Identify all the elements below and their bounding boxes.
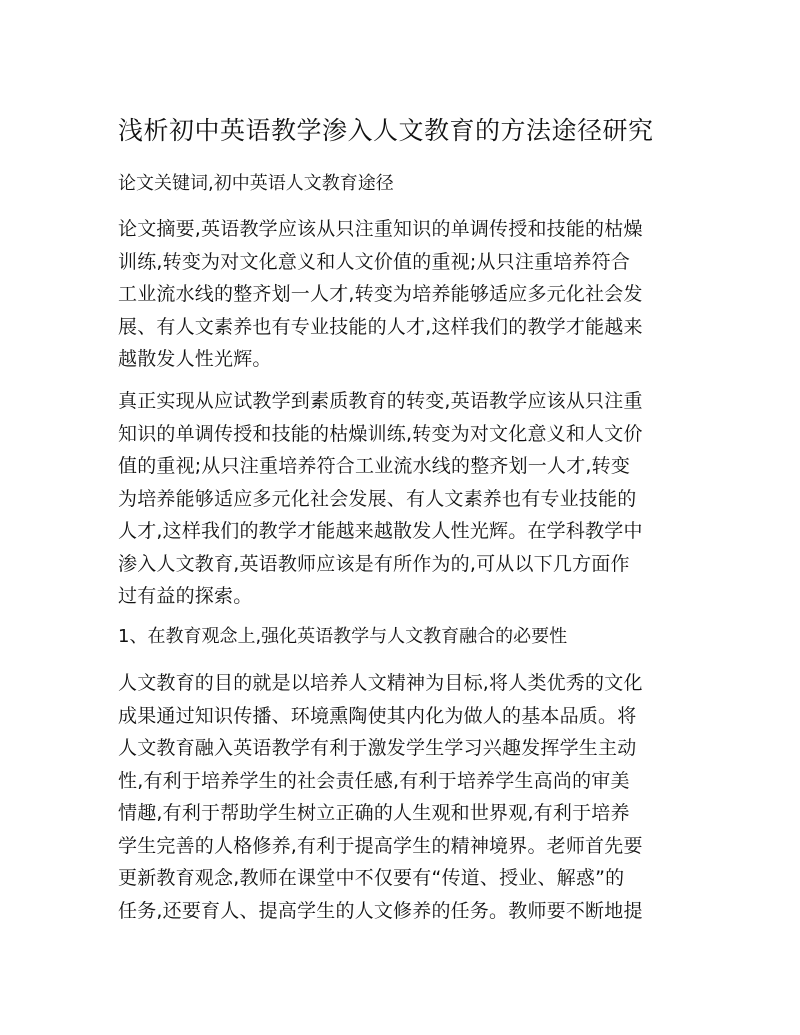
keywords-line: 论文关键词,初中英语人文教育途径 xyxy=(118,173,394,194)
section-heading: 1、在教育观念上,强化英语教学与人文教育融合的必要性 xyxy=(118,626,568,647)
paragraph-line: 学生完善的人格修养,有利于提高学生的精神境界。老师首先要 xyxy=(118,834,643,857)
abstract-line: 工业流水线的整齐划一人才,转变为培养能够适应多元化社会发 xyxy=(118,283,643,305)
paragraph-line: 人文教育的目的就是以培养人文精神为目标,将人类优秀的文化 xyxy=(118,672,643,694)
abstract-line: 越散发人性光辉。 xyxy=(118,348,272,370)
paragraph-line: 人文教育融入英语教学有利于激发学生学习兴趣发挥学生主动 xyxy=(118,737,637,759)
paragraph-line: 知识的单调传授和技能的枯燥训练,转变为对文化意义和人文价 xyxy=(118,422,643,445)
paragraph-line: 值的重视;从只注重培养符合工业流水线的整齐划一人才,转变 xyxy=(118,455,631,477)
paragraph-line: 为培养能够适应多元化社会发展、有人文素养也有专业技能的 xyxy=(118,487,637,510)
paragraph-line: 真正实现从应试教学到素质教育的转变,英语教学应该从只注重 xyxy=(118,390,643,412)
paragraph-line: 人才,这样我们的教学才能越来越散发人性光辉。在学科教学中 xyxy=(118,520,643,542)
abstract-line: 展、有人文素养也有专业技能的人才,这样我们的教学才能越来 xyxy=(118,315,643,338)
paragraph-line: 过有益的探索。 xyxy=(118,585,253,607)
abstract-line: 训练,转变为对文化意义和人文价值的重视;从只注重培养符合 xyxy=(118,250,631,273)
body-paragraph-3 xyxy=(118,667,688,927)
body-paragraph-2 xyxy=(118,385,688,613)
paragraph-line: 性,有利于培养学生的社会责任感,有利于培养学生高尚的审美 xyxy=(118,769,630,792)
paragraph-line: 情趣,有利于帮助学生树立正确的人生观和世界观,有利于培养 xyxy=(118,802,630,824)
paragraph-line: 成果通过知识传播、环境熏陶使其内化为做人的基本品质。将 xyxy=(118,704,637,727)
paragraph-line: 渗入人文教育,英语教师应该是有所作为的,可从以下几方面作 xyxy=(118,552,630,575)
abstract-line: 论文摘要,英语教学应该从只注重知识的单调传授和技能的枯燥 xyxy=(118,218,643,240)
paragraph-line: 任务,还要育人、提高学生的人文修养的任务。教师要不断地提 xyxy=(118,899,643,922)
abstract-paragraph xyxy=(118,213,688,376)
document-title: 浅析初中英语教学渗入人文教育的方法途径研究 xyxy=(118,116,654,145)
paragraph-line: 更新教育观念,教师在课堂中不仅要有“传道、授业、解惑”的 xyxy=(118,867,625,889)
